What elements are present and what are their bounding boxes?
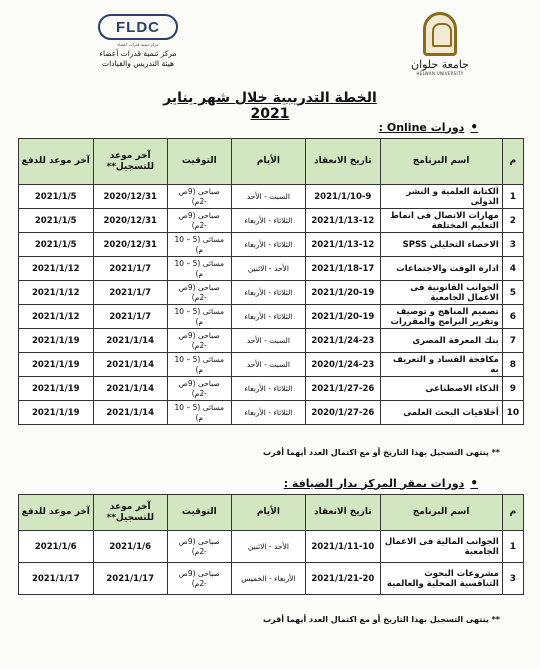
cell-num: 9 [502, 377, 523, 401]
cell-time: مسائى (5 – 10 م) [167, 257, 231, 281]
cell-date: 2020/1/24-23 [306, 353, 380, 377]
cell-days: السبت - الأحد [231, 185, 305, 209]
cell-days: الثلاثاء - الأربعاء [231, 401, 305, 425]
col-num: م [502, 495, 523, 531]
fldc-name-line2: هيئة التدريس والقيادات [102, 59, 174, 68]
cell-reg: 2021/1/6 [93, 531, 167, 563]
cell-program: أخلاقيات البحث العلمى [380, 401, 502, 425]
cell-date: 2020/1/27-26 [306, 401, 380, 425]
section-online-heading [379, 120, 478, 134]
cell-time: مسائى (5 – 10 م) [167, 401, 231, 425]
cell-pay: 2021/1/17 [19, 563, 94, 595]
cell-date: 2021/1/13-12 [306, 233, 380, 257]
cell-date: 2021/1/20-19 [306, 281, 380, 305]
registration-note: ** ينتهى التسجيل بهذا التاريخ أو مع اكتمال العدد أيهما أقرب [263, 448, 500, 457]
cell-days: الثلاثاء - الأربعاء [231, 233, 305, 257]
col-date: تاريخ الانعقاد [306, 139, 380, 185]
cell-num: 3 [502, 563, 523, 595]
university-name-ar: جامعة حلوان [410, 58, 469, 71]
col-days: الأيام [231, 495, 305, 531]
table-row [19, 209, 524, 233]
col-time: التوقيت [167, 139, 231, 185]
fldc-logo [83, 14, 193, 84]
cell-days: الثلاثاء - الأربعاء [231, 305, 305, 329]
cell-time: صباحى (9ص -2م) [167, 377, 231, 401]
cell-num: 1 [502, 185, 523, 209]
table-row [19, 281, 524, 305]
table-row [19, 185, 524, 209]
helwan-university-logo [410, 12, 470, 82]
cell-reg: 2021/1/14 [93, 401, 167, 425]
table-row [19, 233, 524, 257]
col-num: م [502, 139, 523, 185]
cell-program: الاحصاء التحليلى SPSS [380, 233, 502, 257]
cell-program: بنك المعرفة المصرى [380, 329, 502, 353]
cell-program: ادارة الوقت والاجتماعات [380, 257, 502, 281]
table-row [19, 305, 524, 329]
col-time: التوقيت [167, 495, 231, 531]
col-reg: آخر موعد للتسجيل** [93, 139, 167, 185]
section-onsite-heading [284, 476, 478, 490]
section-onsite-label: دورات بمقر المركز بدار الضيافة : [283, 476, 465, 490]
table-header-row [19, 495, 524, 531]
cell-num: 5 [502, 281, 523, 305]
cell-reg: 2020/12/31 [93, 209, 167, 233]
col-days: الأيام [231, 139, 305, 185]
cell-program: مشروعات البحوث التنافسية المحلية والعالمية [380, 563, 502, 595]
cell-num: 6 [502, 305, 523, 329]
cell-num: 4 [502, 257, 523, 281]
cell-pay: 2021/1/5 [19, 185, 94, 209]
university-emblem-icon [423, 12, 457, 56]
fldc-name-line1: مركز تنمية قدرات أعضاء [99, 49, 177, 58]
table-row [19, 329, 524, 353]
cell-program: مهارات الاتصال فى انماط التعليم المختلفة [380, 209, 502, 233]
cell-pay: 2021/1/12 [19, 281, 94, 305]
cell-pay: 2021/1/19 [19, 329, 94, 353]
bullet-icon: • [470, 120, 478, 134]
cell-pay: 2021/1/12 [19, 257, 94, 281]
table-header-row [19, 139, 524, 185]
table-row [19, 531, 524, 563]
fldc-sub: مركز تنمية قدرات أعضاء [117, 42, 159, 47]
cell-time: صباحى (9ص -2م) [167, 185, 231, 209]
cell-reg: 2021/1/14 [93, 377, 167, 401]
cell-pay: 2021/1/6 [19, 531, 94, 563]
cell-time: مسائى (5 – 10 م) [167, 353, 231, 377]
col-date: تاريخ الانعقاد [306, 495, 380, 531]
cell-program: الجوانب القانونية فى الاعمال الجامعية [380, 281, 502, 305]
cell-reg: 2021/1/17 [93, 563, 167, 595]
fldc-name-ar [99, 49, 176, 69]
cell-pay: 2021/1/12 [19, 305, 94, 329]
cell-num: 3 [502, 233, 523, 257]
cell-time: صباحى (9ص -2م) [167, 329, 231, 353]
online-courses-table [18, 138, 524, 425]
registration-note: ** ينتهى التسجيل بهذا التاريخ أو مع اكتمال العدد أيهما أقرب [263, 615, 500, 624]
table-row [19, 353, 524, 377]
cell-time: صباحى (9ص -2م) [167, 531, 231, 563]
cell-date: 2021/1/18-17 [306, 257, 380, 281]
cell-pay: 2021/1/19 [19, 377, 94, 401]
cell-reg: 2020/12/31 [93, 233, 167, 257]
cell-program: الكتابة العلمية و النشر الدولى [380, 185, 502, 209]
cell-pay: 2021/1/5 [19, 233, 94, 257]
cell-days: الأحد - الاثنين [231, 257, 305, 281]
col-pay: آخر موعد للدفع [19, 495, 94, 531]
fldc-mark: FLDC [98, 14, 178, 40]
cell-days: الثلاثاء - الأربعاء [231, 209, 305, 233]
cell-date: 2021/1/20-19 [306, 305, 380, 329]
cell-days: السبت - الأحد [231, 353, 305, 377]
cell-date: 2021/1/11-10 [306, 531, 380, 563]
col-reg: آخر موعد للتسجيل** [93, 495, 167, 531]
table-row [19, 563, 524, 595]
col-program: اسم البرنامج [380, 139, 502, 185]
cell-num: 1 [502, 531, 523, 563]
cell-reg: 2021/1/7 [93, 281, 167, 305]
cell-date: 2021/1/13-12 [306, 209, 380, 233]
cell-date: 2021/1/21-20 [306, 563, 380, 595]
cell-pay: 2021/1/19 [19, 353, 94, 377]
page-title: الخطة التدريبية خلال شهر يناير 2021 [163, 90, 377, 122]
cell-date: 2021/1/10-9 [306, 185, 380, 209]
cell-time: مسائى (5 – 10 م) [167, 233, 231, 257]
cell-program: مكافحة الفساد و التعريف به [380, 353, 502, 377]
cell-program: الذكاء الاصطناعى [380, 377, 502, 401]
cell-pay: 2021/1/19 [19, 401, 94, 425]
cell-reg: 2021/1/7 [93, 257, 167, 281]
cell-time: صباحى (9ص -2م) [167, 563, 231, 595]
cell-days: الثلاثاء - الأربعاء [231, 281, 305, 305]
cell-program: تصميم المناهج و توصيف وتقرير البرامج والمقررات [380, 305, 502, 329]
cell-num: 10 [502, 401, 523, 425]
cell-reg: 2020/12/31 [93, 185, 167, 209]
cell-reg: 2021/1/7 [93, 305, 167, 329]
cell-date: 2021/1/24-23 [306, 329, 380, 353]
cell-num: 7 [502, 329, 523, 353]
cell-days: الثلاثاء - الأربعاء [231, 377, 305, 401]
section-online-label: دورات Online : [378, 120, 465, 134]
cell-days: السبت - الأحد [231, 329, 305, 353]
cell-reg: 2021/1/14 [93, 353, 167, 377]
cell-num: 8 [502, 353, 523, 377]
cell-days: الأحد - الاثنين [231, 531, 305, 563]
cell-time: صباحى (9ص -2م) [167, 209, 231, 233]
col-pay: آخر موعد للدفع [19, 139, 94, 185]
cell-reg: 2021/1/14 [93, 329, 167, 353]
university-name-en: HELWAN UNIVERSITY [416, 71, 464, 76]
table-row [19, 257, 524, 281]
cell-num: 2 [502, 209, 523, 233]
cell-time: مسائى (5 – 10 م) [167, 305, 231, 329]
cell-days: الأربعاء - الخميس [231, 563, 305, 595]
onsite-courses-table [18, 494, 524, 595]
bullet-icon: • [470, 476, 478, 490]
cell-date: 2021/1/27-26 [306, 377, 380, 401]
table-row [19, 401, 524, 425]
col-program: اسم البرنامج [380, 495, 502, 531]
cell-pay: 2021/1/5 [19, 209, 94, 233]
cell-time: صباحى (9ص -2م) [167, 281, 231, 305]
cell-program: الجوانب المالية فى الاعمال الجامعية [380, 531, 502, 563]
table-row [19, 377, 524, 401]
